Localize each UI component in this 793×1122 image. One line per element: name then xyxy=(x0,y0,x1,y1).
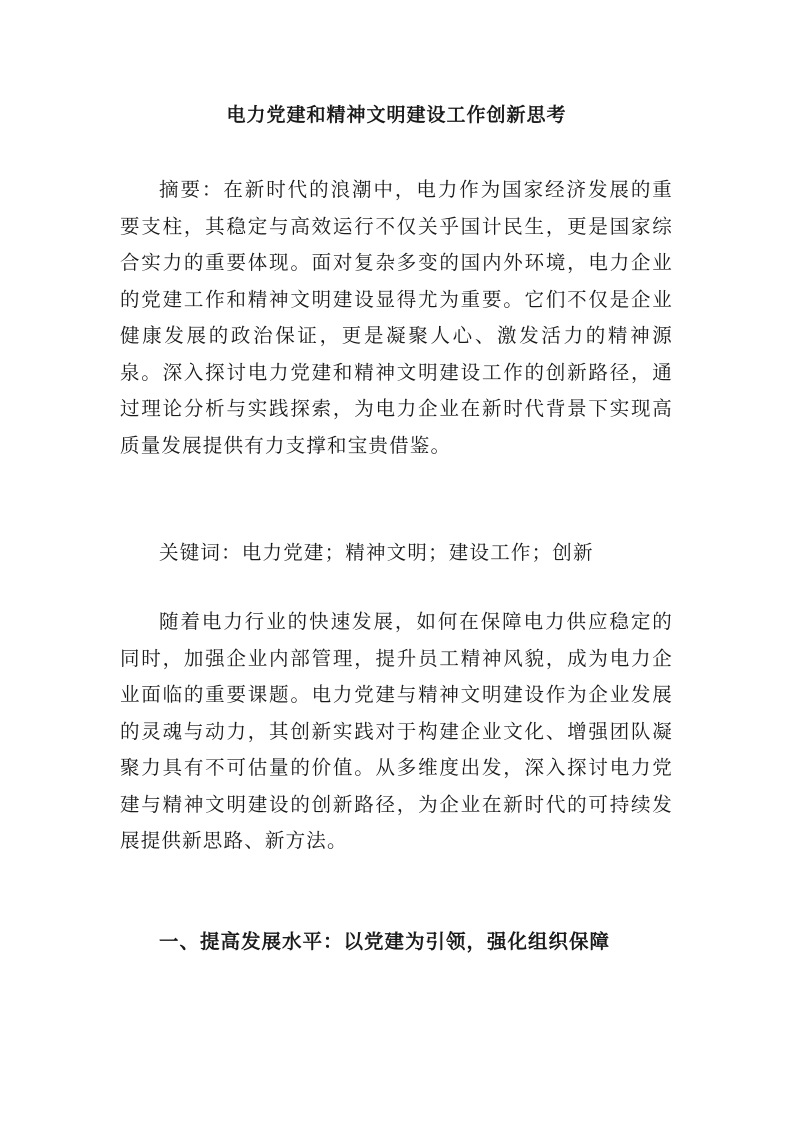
keywords-paragraph: 关键词：电力党建；精神文明；建设工作；创新 xyxy=(159,541,594,564)
abstract-paragraph: 摘要：在新时代的浪潮中，电力作为国家经济发展的重要支柱，其稳定与高效运行不仅关乎国计民生，更是国家综合实力的重要体现。面对复杂多变的国内外环境，电力企业的党建工作和精神文明建设显得尤为重要。它们不仅是企业健康发展的政治保证，更是凝聚人心、激发活力的精神源泉。深入探讨电力党建和精神文明建设工作的创新路径，通过理论分析与实践探索，为电力企业在新时代背景下实现高质量发展提供有力支撑和宝贵借鉴。 xyxy=(120,178,673,457)
intro-paragraph: 随着电力行业的快速发展，如何在保障电力供应稳定的同时，加强企业内部管理，提升员工精神风貌，成为电力企业面临的重要课题。电力党建与精神文明建设作为企业发展的灵魂与动力，其创新实践对于构建企业文化、增强团队凝聚力具有不可估量的价值。从多维度出发，深入探讨电力党建与精神文明建设的创新路径，为企业在新时代的可持续发展提供新思路、新方法。 xyxy=(120,610,673,852)
document-title: 电力党建和精神文明建设工作创新思考 xyxy=(226,104,567,126)
section-heading: 一、提高发展水平：以党建为引领，强化组织保障 xyxy=(159,930,611,953)
